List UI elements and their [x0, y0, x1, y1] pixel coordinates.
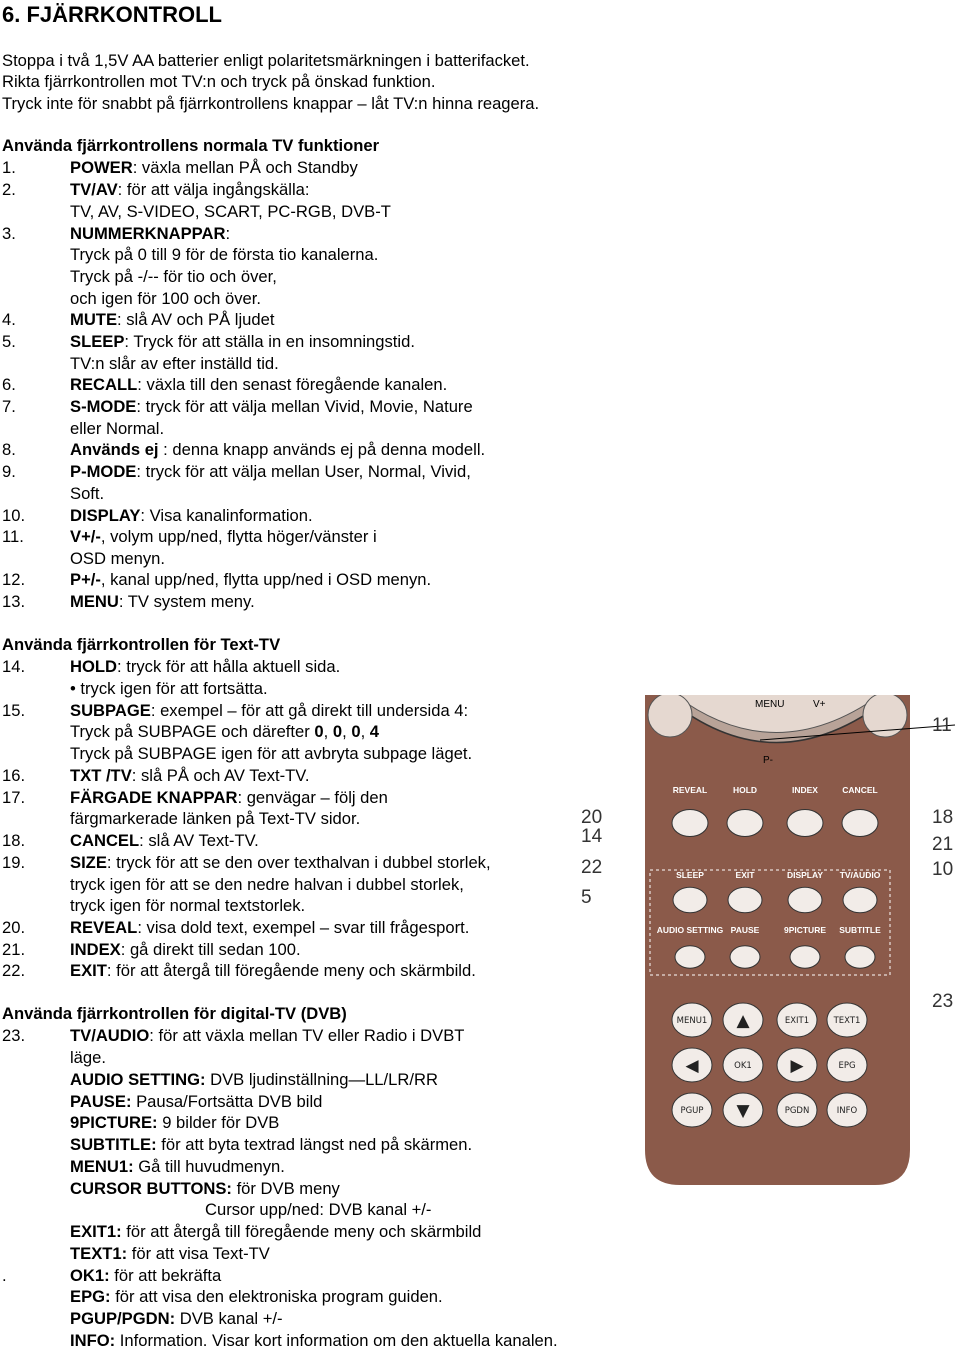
list-item — [70, 1266, 221, 1286]
pminus-label: P- — [763, 755, 773, 766]
list-item — [205, 1200, 431, 1220]
list-item — [70, 809, 360, 829]
item-text: 4 — [369, 722, 380, 741]
item-number: 1. — [2, 158, 16, 177]
item-text: 0 — [314, 722, 324, 741]
intro-line — [2, 51, 530, 71]
item-key: S-MODE — [70, 397, 137, 416]
remote-body — [581, 695, 955, 1185]
button-label: CANCEL — [842, 785, 878, 795]
item-text: , kanal upp/ned, flytta upp/ned i OSD menyn. — [100, 570, 432, 589]
remote-button — [788, 887, 822, 913]
item-number: 7. — [2, 397, 16, 416]
item-key: DISPLAY — [70, 506, 141, 525]
item-text: färgmarkerade länken på Text-TV sidor. — [70, 809, 361, 828]
item-key: INFO: — [70, 1331, 116, 1350]
item-key: FÄRGADE KNAPPAR — [70, 788, 238, 807]
list-item — [70, 462, 471, 482]
item-text: DVB kanal +/- — [175, 1309, 283, 1328]
item-text: 0 — [351, 722, 361, 741]
item-key: SLEEP — [70, 332, 125, 351]
callout-number: 23 — [932, 991, 954, 1012]
item-text: : växla mellan PÅ och Standby — [132, 158, 358, 177]
remote-button — [790, 946, 820, 969]
remote-button — [672, 810, 708, 837]
item-text: TV, AV, S-VIDEO, SCART, PC-RGB, DVB-T — [70, 202, 391, 221]
grid-button-label: EPG — [838, 1061, 856, 1071]
item-key: TEXT1: — [70, 1244, 128, 1263]
arrow-icon: ▲ — [736, 1011, 750, 1031]
item-text: Pausa/Fortsätta DVB bild — [131, 1092, 323, 1111]
section-heading: Använda fjärrkontrollens normala TV funktioner — [2, 136, 380, 155]
list-item — [70, 679, 268, 699]
remote-button — [673, 887, 707, 913]
item-key: 9PICTURE: — [70, 1113, 158, 1132]
callout-number: 5 — [581, 887, 592, 908]
item-key: V+/- — [70, 527, 101, 546]
list-item — [70, 1070, 438, 1090]
item-number: 9. — [2, 462, 16, 481]
list-item — [70, 831, 259, 851]
list-item — [70, 1157, 285, 1177]
list-item — [70, 1222, 481, 1242]
list-item — [70, 918, 469, 938]
page-title: 6. FJÄRRKONTROLL — [2, 2, 222, 27]
item-text: Cursor upp/ned: DVB kanal +/- — [205, 1200, 432, 1219]
list-item — [70, 722, 379, 742]
callout-number: 22 — [581, 857, 603, 878]
item-number: 6. — [2, 375, 16, 394]
intro-text: Tryck inte för snabbt på fjärrkontrollens knappar – låt TV:n hinna reagera. — [2, 94, 540, 113]
item-key: P+/- — [70, 570, 101, 589]
list-item — [70, 440, 485, 460]
list-item — [70, 506, 313, 526]
item-text: DVB ljudinställning—LL/LR/RR — [205, 1070, 438, 1089]
item-number: . — [2, 1266, 7, 1285]
grid-button-label: PGDN — [784, 1106, 810, 1116]
list-item — [70, 744, 472, 764]
grid-button-label: TEXT1 — [833, 1016, 861, 1026]
item-number: 20. — [2, 918, 26, 937]
item-text: : TV system meny. — [118, 592, 255, 611]
item-number: 12. — [2, 570, 26, 589]
item-key: TV/AV — [70, 180, 118, 199]
item-text: tryck igen för normal textstorlek. — [70, 896, 306, 915]
arrow-icon: ◀ — [685, 1056, 699, 1076]
grid-button-label: EXIT1 — [784, 1016, 810, 1026]
item-number: 16. — [2, 766, 26, 785]
button-label: DISPLAY — [786, 870, 824, 880]
item-key: RECALL — [70, 375, 138, 394]
callout-number: 14 — [581, 826, 603, 847]
item-key: AUDIO SETTING: — [70, 1070, 206, 1089]
item-number: 15. — [2, 701, 26, 720]
list-item — [70, 1244, 270, 1264]
left-round-button — [648, 695, 692, 737]
list-item — [70, 549, 165, 569]
list-item — [70, 1331, 558, 1351]
list-item — [70, 310, 274, 330]
item-number: 4. — [2, 310, 16, 329]
item-number: 2. — [2, 180, 16, 199]
item-number: 19. — [2, 853, 26, 872]
grid-button-label: MENU1 — [676, 1016, 708, 1026]
button-label: EXIT — [735, 870, 755, 880]
list-item — [70, 375, 447, 395]
item-number: 13. — [2, 592, 26, 611]
item-text: Tryck på SUBPAGE igen för att avbryta subpage läget. — [70, 744, 473, 763]
item-text: : för att växla mellan TV eller Radio i DVBT — [149, 1026, 465, 1045]
button-label: PAUSE — [730, 925, 760, 935]
item-text: Tryck på -/-- för tio och över, — [70, 267, 277, 286]
button-label: HOLD — [732, 785, 758, 795]
intro-text: Stoppa i två 1,5V AA batterier enligt polaritetsmärkningen i batterifacket. — [2, 51, 530, 70]
remote-button — [843, 887, 877, 913]
callout-number: 11 — [932, 715, 952, 736]
callout-number: 20 — [581, 807, 603, 828]
item-key: PAUSE: — [70, 1092, 132, 1111]
item-key: P-MODE — [70, 462, 137, 481]
item-number: 21. — [2, 940, 26, 959]
item-text: : tryck för att välja mellan User, Normal, Vivid, — [136, 462, 471, 481]
item-text: : växla till den senast föregående kanalen. — [137, 375, 448, 394]
list-item — [70, 332, 415, 352]
button-label: REVEAL — [672, 785, 708, 795]
list-item — [70, 245, 378, 265]
list-item — [70, 1113, 279, 1133]
item-text: eller Normal. — [70, 419, 165, 438]
item-key: MENU1: — [70, 1157, 134, 1176]
item-text: : slå AV Text-TV. — [139, 831, 259, 850]
list-item — [70, 657, 340, 677]
list-item — [70, 961, 476, 981]
list-item — [70, 1026, 464, 1046]
grid-button-label: OK1 — [734, 1061, 752, 1071]
item-key: MUTE — [70, 310, 118, 329]
item-text: : Tryck för att ställa in en insomningstid. — [124, 332, 415, 351]
list-item — [70, 1092, 322, 1112]
item-text: : slå AV och PÅ ljudet — [117, 310, 275, 329]
item-text: : för att återgå till föregående meny och skärmbild. — [106, 961, 476, 980]
item-key: HOLD — [70, 657, 118, 676]
button-label: SUBTITLE — [839, 925, 881, 935]
item-key: OK1: — [70, 1266, 110, 1285]
item-text: : för att välja ingångskälla: — [117, 180, 310, 199]
intro-line — [2, 94, 539, 114]
item-key: MENU — [70, 592, 119, 611]
item-text: Tryck på SUBPAGE och därefter — [70, 722, 315, 741]
item-key: NUMMERKNAPPAR — [70, 224, 226, 243]
item-text: : tryck för att välja mellan Vivid, Movie, Nature — [136, 397, 473, 416]
list-item — [70, 875, 464, 895]
item-number: 23. — [2, 1026, 26, 1045]
item-text: Soft. — [70, 484, 105, 503]
item-key: EXIT — [70, 961, 107, 980]
item-text: , volym upp/ned, flytta höger/vänster i — [100, 527, 377, 546]
list-item — [70, 570, 431, 590]
item-key: CURSOR BUTTONS: — [70, 1179, 232, 1198]
item-text: OSD menyn. — [70, 549, 165, 568]
button-label: INDEX — [792, 785, 818, 795]
item-number: 22. — [2, 961, 26, 980]
item-text: : exempel – för att gå direkt till undersida 4: — [150, 701, 469, 720]
item-text: tryck igen för att se den nedre halvan i dubbel storlek, — [70, 875, 464, 894]
vplus-label: V+ — [813, 699, 826, 710]
item-text: för att visa den elektroniska program guiden. — [110, 1287, 443, 1306]
section-heading: Använda fjärrkontrollen för Text-TV — [2, 635, 281, 654]
item-number: 3. — [2, 224, 16, 243]
grid-button-label: INFO — [836, 1106, 858, 1116]
item-text: för att bekräfta — [109, 1266, 222, 1285]
item-text: : Visa kanalinformation. — [140, 506, 313, 525]
item-key: INDEX — [70, 940, 121, 959]
list-item — [70, 267, 277, 287]
remote-button — [675, 946, 705, 969]
list-item — [70, 1287, 443, 1307]
list-item — [70, 202, 391, 222]
list-item — [70, 1309, 283, 1329]
callout-number: 10 — [932, 859, 954, 880]
item-text: : denna knapp används ej på denna modell. — [163, 440, 486, 459]
item-text: , — [360, 722, 370, 741]
item-number: 11. — [2, 527, 24, 546]
item-text: TV:n slår av efter inställd tid. — [70, 354, 279, 373]
callout-number: 21 — [932, 834, 954, 855]
list-item — [70, 701, 468, 721]
item-text: : genvägar – följ den — [237, 788, 388, 807]
item-text: : slå PÅ och AV Text-TV. — [131, 766, 310, 785]
remote-button — [728, 887, 762, 913]
button-label: SLEEP — [676, 870, 704, 880]
item-text: : tryck för att se den over texthalvan i dubbel storlek, — [106, 853, 491, 872]
item-text: och igen för 100 och över. — [70, 289, 261, 308]
item-text: : — [225, 224, 231, 243]
list-item — [70, 289, 261, 309]
remote-button — [787, 810, 823, 837]
button-label: AUDIO SETTING — [656, 925, 724, 935]
item-key: SUBPAGE — [70, 701, 151, 720]
item-number: 14. — [2, 657, 26, 676]
item-key: Används ej — [70, 440, 164, 459]
item-text: , — [342, 722, 352, 741]
remote-control-image — [575, 695, 960, 1185]
item-key: TXT /TV — [70, 766, 132, 785]
list-item — [70, 354, 279, 374]
item-key: CANCEL — [70, 831, 140, 850]
item-key: SUBTITLE: — [70, 1135, 157, 1154]
remote-button — [842, 810, 878, 837]
item-number: 8. — [2, 440, 16, 459]
list-item — [70, 158, 358, 178]
item-number: 5. — [2, 332, 16, 351]
list-item — [70, 397, 473, 417]
item-text: • tryck igen för att fortsätta. — [70, 679, 268, 698]
item-text: : tryck för att hålla aktuell sida. — [117, 657, 341, 676]
menu-label: MENU — [755, 699, 785, 710]
remote-button — [730, 946, 760, 969]
list-item — [70, 527, 377, 547]
item-text: för att återgå till föregående meny och skärmbild — [121, 1222, 482, 1241]
item-text: läge. — [70, 1048, 106, 1067]
item-text: 0 — [332, 722, 343, 741]
item-text: för att byta textrad längst ned på skärmen. — [156, 1135, 473, 1154]
item-text: : visa dold text, exempel – svar till frågesport. — [137, 918, 470, 937]
item-text: för att visa Text-TV — [127, 1244, 270, 1263]
list-item — [70, 853, 491, 873]
grid-button-label: PGUP — [680, 1106, 704, 1116]
list-item — [70, 896, 305, 916]
button-label: 9PICTURE — [783, 925, 827, 935]
item-key: PGUP/PGDN: — [70, 1309, 176, 1328]
item-key: EPG: — [70, 1287, 111, 1306]
list-item — [70, 788, 388, 808]
item-text: för DVB meny — [231, 1179, 340, 1198]
list-item — [70, 1179, 340, 1199]
remote-button — [727, 810, 763, 837]
item-text: Gå till huvudmenyn. — [133, 1157, 285, 1176]
section-heading: Använda fjärrkontrollen för digital-TV (DVB) — [2, 1004, 347, 1023]
list-item — [70, 180, 310, 200]
intro-text: Rikta fjärrkontrollen mot TV:n och tryck på önskad funktion. — [2, 72, 436, 91]
arrow-icon: ▼ — [736, 1101, 750, 1121]
item-number: 10. — [2, 506, 26, 525]
list-item — [70, 419, 164, 439]
list-item — [70, 1048, 106, 1068]
list-item — [70, 766, 309, 786]
list-item — [70, 224, 230, 244]
remote-button — [845, 946, 875, 969]
item-number: 17. — [2, 788, 26, 807]
list-item — [70, 592, 255, 612]
callout-number: 18 — [932, 807, 954, 828]
item-key: TV/AUDIO — [70, 1026, 150, 1045]
item-text: 9 bilder för DVB — [157, 1113, 280, 1132]
arrow-icon: ▶ — [790, 1056, 804, 1076]
item-text: Tryck på 0 till 9 för de första tio kanalerna. — [70, 245, 379, 264]
button-label: TV/AUDIO — [839, 870, 881, 880]
item-text: Information. Visar kort information om den aktuella kanalen. — [115, 1331, 558, 1350]
intro-line — [2, 72, 435, 92]
item-text: : gå direkt till sedan 100. — [120, 940, 301, 959]
item-key: EXIT1: — [70, 1222, 122, 1241]
item-key: REVEAL — [70, 918, 138, 937]
list-item — [70, 940, 301, 960]
item-text: , — [323, 722, 333, 741]
item-number: 18. — [2, 831, 26, 850]
list-item — [70, 484, 104, 504]
item-key: SIZE — [70, 853, 107, 872]
item-key: POWER — [70, 158, 133, 177]
list-item — [70, 1135, 472, 1155]
